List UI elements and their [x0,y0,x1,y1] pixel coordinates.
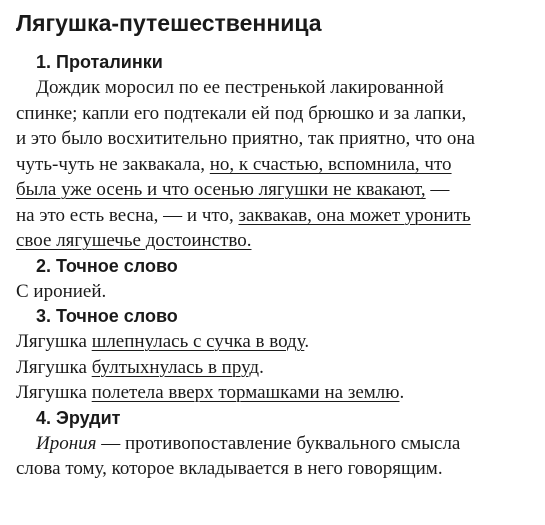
paragraph-text: Дождик моросил по ее пестренькой лакированной [36,77,444,98]
paragraph-line [16,228,531,254]
paragraph-line [16,126,531,152]
answer-line [16,279,531,305]
section-3-sentences [16,329,531,406]
sentence-row [16,355,531,381]
sentence-subject: Лягушка [16,382,92,403]
section-2-answer [16,279,531,305]
underlined-phrase: была уже осень и что осенью лягушки не квакают, [16,179,426,200]
section-heading-1: 1. Проталинки [36,52,163,72]
underlined-phrase: свое лягушечье достоинство. [16,230,252,251]
sentence-predicate: полетела вверх тормашками на землю [91,382,400,403]
answer-text: С иронией. [16,280,107,302]
sentence-punctuation: . [304,331,310,352]
definition-term: Ирония [36,432,97,454]
paragraph-text: — [425,179,450,200]
underlined-phrase: но, к счастью, вспомнила, что [209,153,452,175]
paragraph-line [16,152,531,178]
definition-text: — противопоставление буквального смысла [96,432,461,454]
paragraph-line [16,75,531,101]
sentence-punctuation: . [399,382,405,403]
page-title: Лягушка-путешественница [16,10,322,36]
sentence-row [16,329,531,355]
paragraph-text: спинке; капли его подтекали ей под брюшко и за лапки, [16,102,467,124]
sentence-row [16,380,531,406]
paragraph-line [16,203,531,229]
section-heading-2: 2. Точное слово [36,255,178,276]
paragraph-text: чуть-чуть не заквакала, [16,153,210,175]
paragraph-text: на это есть весна, — и что, [16,204,239,226]
underlined-phrase: заквакав, она может уронить [238,204,471,226]
sentence-subject: Лягушка [16,331,92,352]
sentence-predicate: бултыхнулась в пруд [91,356,260,378]
sentence-punctuation: . [259,356,264,378]
paragraph-text: и это было восхитительно приятно, так приятно, что она [16,128,475,149]
section-4-definition [16,431,531,482]
section-heading-3: 3. Точное слово [36,306,178,326]
sentence-subject: Лягушка [16,356,92,378]
section-heading-4: 4. Эрудит [36,407,121,428]
definition-line [16,431,531,457]
section-1-paragraph [16,75,531,254]
paragraph-line [16,177,531,203]
definition-line [16,456,531,482]
sentence-predicate: шлепнулась с сучка в воду [91,331,305,352]
paragraph-line [16,101,531,127]
definition-text: слова тому, которое вкладывается в него говорящим. [16,458,443,479]
